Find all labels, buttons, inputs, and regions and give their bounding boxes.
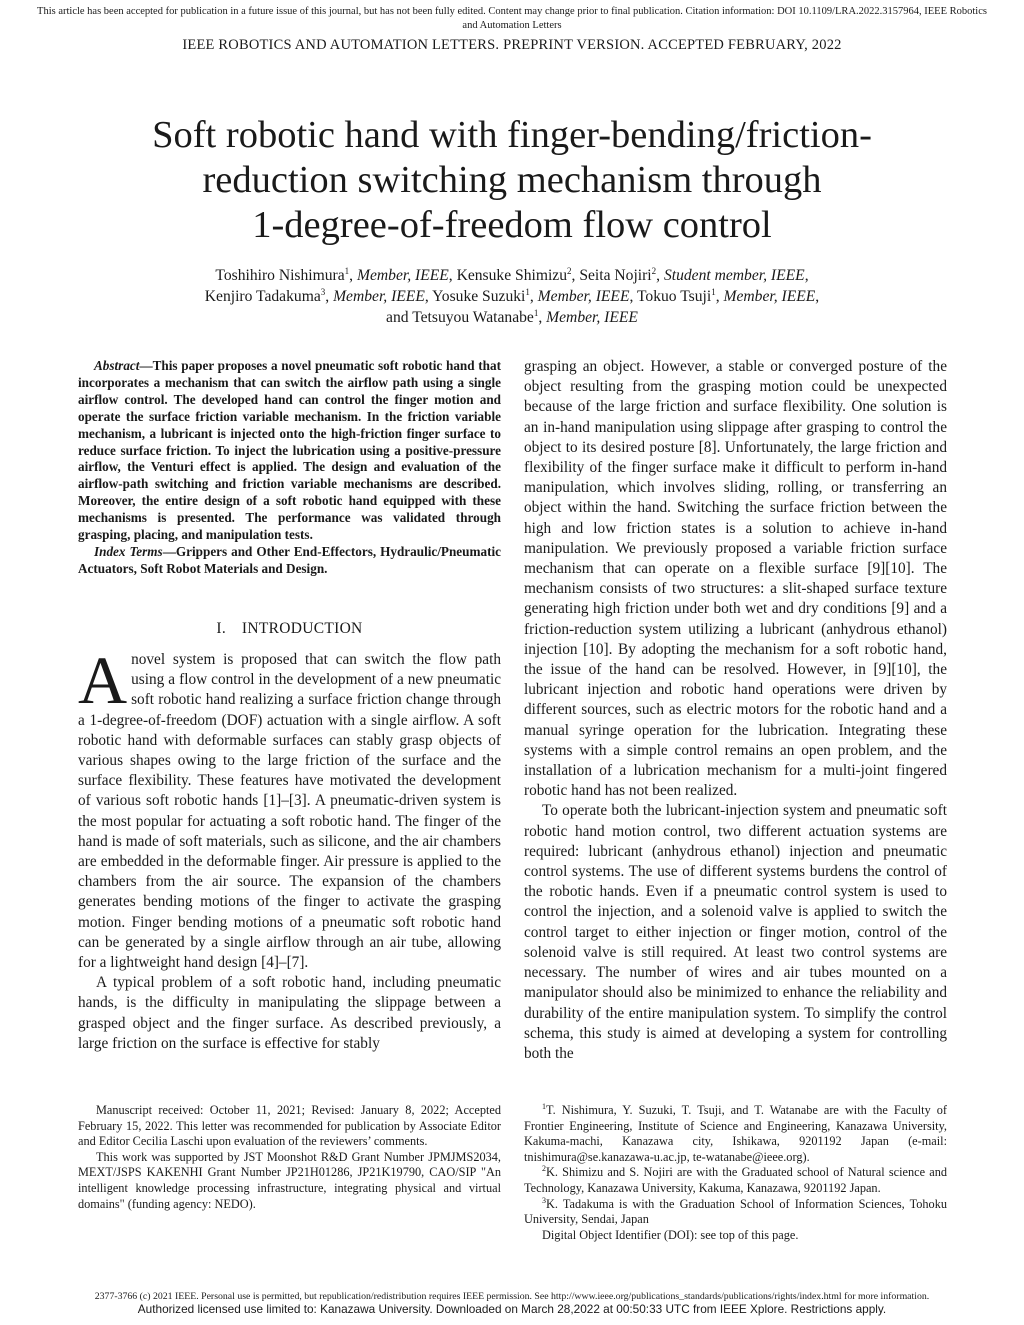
index-terms-text: Grippers and Other End-Effectors, Hydraulic/Pneumatic Actuators, Soft Robot Materials and Design. xyxy=(78,543,501,576)
title-line-3: 1-degree-of-freedom flow control xyxy=(252,204,772,246)
author-affiliation: 1 xyxy=(533,308,539,318)
footnotes-left xyxy=(78,1103,501,1212)
author-role: Member, IEEE xyxy=(537,288,630,305)
publication-notice xyxy=(0,5,1024,33)
author-affiliation: 3 xyxy=(320,287,326,297)
notice-line-1: This article has been accepted for publication in a future issue of this journal, but has not been fully edited. Content may change prior to final publication. Citation information: DOI 10.1109/LRA.2022.3157964, IEEE Robotics xyxy=(37,6,987,17)
title-line-2: reduction switching mechanism through xyxy=(202,159,822,201)
abstract-text: This paper proposes a novel pneumatic soft robotic hand that incorporates a mechanism that can switch the airflow path using a single airflow control. The developed hand can control the finger motion and operate the surface friction variable mechanism. In the friction variable mechanism, a lubricant is injected onto the high-friction finger surface to reduce surface friction. To inject the lubrication using a positive-pressure airflow, the Venturi effect is applied. The design and evaluation of the airflow-path switching and friction variable mechanisms are described. Moreover, the entire design of a soft robotic hand equipped with these mechanisms is presented. The performance was validated through grasping, placing, and manipulation tests. xyxy=(78,358,501,543)
authors-line-3: and Tetsuyou Watanabe$^1$, Member, IEEE xyxy=(386,308,638,326)
author-affiliation: 1 xyxy=(711,287,716,297)
affiliation-note-2 xyxy=(524,1165,947,1196)
index-terms-label: Index Terms xyxy=(94,543,163,559)
title-line-1: Soft robotic hand with finger-bending/friction- xyxy=(152,114,872,156)
author-name: Seita Nojiri xyxy=(579,267,652,284)
author-name: Yosuke Suzuki xyxy=(432,288,526,305)
affiliation-note-1 xyxy=(524,1103,947,1165)
manuscript-note: Manuscript received: October 11, 2021; Revised: January 8, 2022; Accepted February 15, 2022. This letter was recommended for publication by Associate Editor and Editor Cecilia Laschi upon evaluation of the reviewers’ comments. xyxy=(78,1103,501,1149)
affiliation-3-text: K. Tadakuma is with the Graduation School of Information Sciences, Tohoku University, Sendai, Japan xyxy=(524,1196,947,1227)
funding-note: This work was supported by JST Moonshot R&D Grant Number JPMJMS2034, MEXT/JSPS KAKENHI Grant Number JP21H01286, JP21K19790, CAO/SIP "An intelligent knowledge processing infrastructure, integrating physical and virtual domains" (funding agency: NEDO). xyxy=(78,1149,501,1211)
paper-title xyxy=(100,113,924,248)
author-name: Tetsuyou Watanabe xyxy=(412,309,534,326)
abstract-paragraph: Abstract—This paper proposes a novel pneumatic soft robotic hand that incorporates a mechanism that can switch the airflow path using a single airflow control. The developed hand can control the finger motion and operate the surface friction variable mechanism. In the friction variable mechanism, a lubricant is injected onto the high-friction finger surface to reduce surface friction. To inject the lubrication using a positive-pressure airflow, the Venturi effect is applied. The design and evaluation of the airflow-path switching and friction variable mechanisms are described. Moreover, the entire design of a soft robotic hand equipped with these mechanisms is presented. The performance was validated through grasping, placing, and manipulation tests. xyxy=(78,358,501,543)
affiliation-1-text: T. Nishimura, Y. Suzuki, T. Tsuji, and T. Watanabe are with the Faculty of Frontier Engineering, Institute of Science and Engineering, Kanazawa University, Kakuma-machi, Kanazawa city, Ishikawa, 9201192 Japan (e-mail: tnishimura@se.kanazawa-u.ac.jp, te-watanabe@ieee.org). xyxy=(524,1103,947,1164)
authors-line-1: Toshihiro Nishimura$^1$, Member, IEEE, Kensuke Shimizu$^2$, Seita Nojiri$^2$, Student member, IEEE, xyxy=(215,266,809,284)
author-conjunction: and xyxy=(386,309,413,326)
abstract-label: Abstract xyxy=(94,358,140,373)
author-role: Member, IEEE xyxy=(723,288,816,305)
doi-note: Digital Object Identifier (DOI): see top of this page. xyxy=(542,1227,799,1242)
introduction-body xyxy=(78,642,501,1054)
author-affiliation: 1 xyxy=(344,266,350,276)
footnotes-right xyxy=(524,1103,947,1243)
author-affiliation: 2 xyxy=(651,266,657,276)
author-role: Student member, IEEE xyxy=(663,267,805,284)
author-affiliation: 2 xyxy=(567,266,572,276)
running-head: IEEE ROBOTICS AND AUTOMATION LETTERS. PREPRINT VERSION. ACCEPTED FEBRUARY, 2022 xyxy=(182,37,842,53)
intro-paragraph-1-text: novel system is proposed that can switch the flow path using a flow control in the development of a new pneumatic soft robotic hand realizing a surface friction change through a 1-degree-of-freedom (DOF) actuation with a single airflow. A soft robotic hand with deformable surfaces can stably grasp objects of various shapes owing to the large friction of the surface and the surface flexibility. These features have motivated the development of various soft robotic hands [1]–[3]. A pneumatic-driven system is the most popular for actuating a soft robotic hand. The finger of the hand is made of soft materials, such as silicone, and the air chambers are embedded in the deformable finger. Air pressure is applied to the chambers from the air source. The expansion of the chambers generates bending motions of the finger to activate the grasping motion. Finger bending motions of a pneumatic soft robotic hand can be generated by a single airflow through an air tube, allowing for a lightweight hand design [4]–[7]. xyxy=(78,651,501,972)
author-affiliation: 1 xyxy=(525,287,530,297)
author-name: Tokuo Tsuji xyxy=(636,288,712,305)
intro-paragraph-1 xyxy=(78,642,501,973)
footnote-marker: 2 xyxy=(542,1164,546,1174)
right-paragraph-1: grasping an object. However, a stable or converged posture of the object resulting from the grasping motion could be unexpected because of the large friction and surface flexibility. One solution is an in-hand manipulation using slippage after grasping to control the object to its desired posture [8]. Unfortunately, the large friction and flexibility of the finger surface make it difficult to perform in-hand manipulation, which involves sliding, rolling, or transferring an object within the hand. Switching the surface friction between the high and low friction states is a solution to achieve in-hand manipulation. We previously proposed a variable friction surface mechanism that can operate on a flexible surface [9][10]. The mechanism consists of two structures: a slit-shaped surface texture generating high friction under both wet and dry conditions [9] and a friction-reduction system utilizing a lubricant (anhydrous ethanol) injection [10]. By adopting the mechanism for a soft robotic hand, the issue of the hand can be resolved. However, in [9][10], the lubricant injection and robotic hand operations were driven by different sources, such as electric motors for the robotic hand and a manual syringe operation for the lubrication. Integrating these systems with a simple control remains an open problem, and the installation of a lubrication mechanism for a multi-joint fingered robotic hand has not been realized. xyxy=(524,358,947,800)
right-column-body xyxy=(524,357,947,1064)
copyright-line: 2377-3766 (c) 2021 IEEE. Personal use is permitted, but republication/redistribution requires IEEE permission. See http://www.ieee.org/publications_standards/publications/rights/index.html for more information. xyxy=(94,1291,930,1302)
drop-cap: A xyxy=(78,642,128,718)
footnote-marker: 3 xyxy=(542,1195,546,1205)
affiliation-2-text: K. Shimizu and S. Nojiri are with the Graduated school of Natural science and Technology, Kanazawa University, Kakuma, Kanazawa, 9201192 Japan. xyxy=(524,1165,947,1195)
author-list xyxy=(90,265,934,328)
author-role: Member, IEEE xyxy=(333,288,425,305)
author-role: Member, IEEE xyxy=(356,267,449,284)
license-line: Authorized licensed use limited to: Kanazawa University. Downloaded on March 28,2022 at 00:50:33 UTC from IEEE Xplore. Restrictions apply. xyxy=(137,1302,887,1316)
abstract-block xyxy=(78,358,501,578)
author-role: Member, IEEE xyxy=(546,309,638,326)
affiliation-note-3 xyxy=(524,1197,947,1228)
right-paragraph-2: To operate both the lubricant-injection system and pneumatic soft robotic hand motion control, two different actuation systems are required: lubricant (anhydrous ethanol) injection and pneumatic control systems. The use of different systems burdens the control of the robotic hands. Even if a pneumatic control system is used to control the injection, and a solenoid valve is applied to switch the control target to either injection or finger motion, control of the solenoid valve is still required. At least two control systems are necessary. The number of wires and air tubes mounted on a manipulator should also be minimized to enhance the reliability and durability of the entire manipulation system. To simplify the control schema, this study is aimed at developing a system for controlling both the xyxy=(524,802,947,1062)
section-heading-introduction: I. INTRODUCTION xyxy=(216,620,363,637)
author-name: Toshihiro Nishimura xyxy=(215,267,345,284)
index-terms: Index Terms—Grippers and Other End-Effectors, Hydraulic/Pneumatic Actuators, Soft Robot Materials and Design. xyxy=(78,543,501,576)
author-name: Kensuke Shimizu xyxy=(456,267,568,284)
author-name: Kenjiro Tadakuma xyxy=(204,288,321,305)
footnote-marker: 1 xyxy=(542,1102,546,1111)
authors-line-2: Kenjiro Tadakuma$^3$, Member, IEEE, Yosuke Suzuki$^1$, Member, IEEE, Tokuo Tsuji$^1$, Member, IEEE, xyxy=(204,287,820,305)
intro-paragraph-2: A typical problem of a soft robotic hand, including pneumatic hands, is the difficulty in manipulating the slippage between a grasped object and the finger surface. As described previously, a large friction on the surface is effective for stably xyxy=(78,974,501,1052)
notice-line-2: and Automation Letters xyxy=(462,20,562,31)
